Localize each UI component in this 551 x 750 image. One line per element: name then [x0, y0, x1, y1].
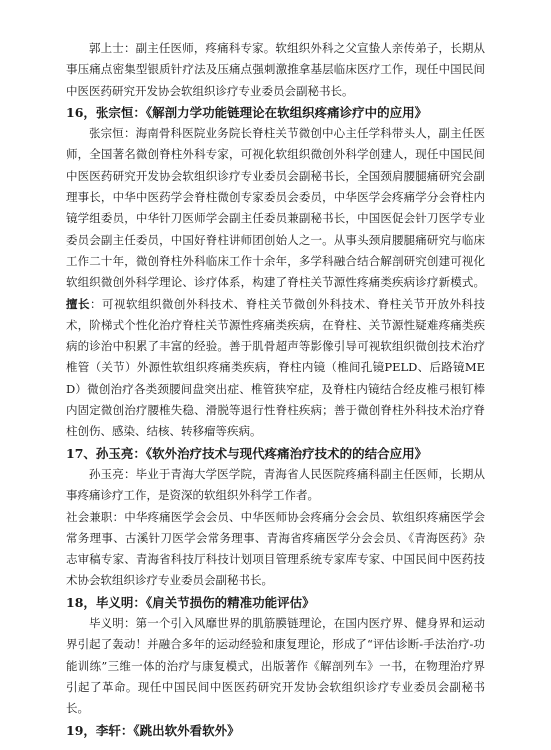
speaker-name: 孙玉亮 [95, 445, 134, 461]
bio-text: 社会兼职：中华疼痛医学会会员、中华医师协会疼痛分会会员、软组织疼痛医学会常务理事、古溪针刀医学会常务理事、青海省疼痛医学分会会员、《青海医药》杂志审稿专家、青海省科技厅科技计划项目管理系统专家库专家、中国民间中医药技术协会软组织诊疗专业委员会副秘书长。 [66, 509, 485, 588]
heading-number: 19， [66, 722, 96, 738]
bio-paragraph-guo [66, 38, 485, 102]
speaker-name: 张宗恒 [95, 104, 134, 120]
heading-number: 16， [66, 104, 96, 120]
bio-text: 毕义明：第一个引入风靡世界的肌筋膜链理论，在国内医疗界、健身界和运动界引起了轰动！并融合多年的运动经验和康复理论，形成了“评估诊断-手法治疗-功能训练”三维一体的治疗与康复模式，出版著作《解剖列车》一书，在物理治疗界引起了革命。现任中国民间中医医药研究开发协会软组织诊疗专业委员会副秘书长。 [66, 616, 485, 716]
speaker-name: 毕义明 [95, 594, 134, 610]
social-roles-paragraph-sun [66, 507, 485, 592]
bio-text: 孙玉亮：毕业于青海大学医学院，青海省人民医院疼痛科副主任医师，长期从事疼痛诊疗工作，是资深的软组织外科学工作者。 [66, 466, 485, 503]
bio-text: 郭上士：副主任医师，疼痛科专家。软组织外科之父宣蛰人亲传弟子，长期从事压痛点密集型银质针疗法及压痛点强刺激推拿基层临床医疗工作，现任中国民间中医医药研究开发协会软组织诊疗专业委员会副秘书长。 [66, 41, 485, 98]
bio-text-continued: ：可视软组织微创外科技术、脊柱关节微创外科技术、脊柱关节开放外科技术，阶梯式个性化治疗脊柱关节源性疼痛类疾病，在脊柱、关节源性疑难疼痛类疾病的诊治中积累了丰富的经验。善于肌骨超声等影像引导可视软组织微创技术治疗椎管（关节）外源性软组织疼痛类疾病，脊柱内镜（椎间孔镜PELD、后路镜MED）微创治疗各类颈腰间盘突出症、椎管狭窄症，及脊柱内镜结合经皮椎弓根钉棒内固定微创治疗腰椎失稳、滑脱等退行性脊柱疾病；善于微创脊柱外科技术治疗脊柱创伤、感染、结核、转移瘤等疾病。 [66, 296, 486, 439]
talk-title: ：《软外治疗技术与现代疼痛治疗技术的的结合应用》 [133, 445, 428, 461]
bio-paragraph-zhang [66, 123, 485, 442]
speaker-heading-18 [66, 592, 485, 613]
bio-bold-label: 擅长 [66, 296, 90, 311]
talk-title: ：《解剖力学功能链理论在软组织疼痛诊疗中的应用》 [133, 104, 428, 120]
bio-paragraph-bi [66, 613, 485, 719]
talk-title: ：《肩关节损伤的精准功能评估》 [133, 594, 315, 610]
speaker-heading-19 [66, 720, 485, 741]
speaker-name: 李轩 [95, 722, 121, 738]
bio-text: 张宗恒：海南骨科医院业务院长脊柱关节微创中心主任学科带头人，副主任医师，全国著名微创脊柱外科专家，可视化软组织微创外科学创建人，现任中国民间中医医药研究开发协会软组织诊疗专业委员会副秘书长，全国颈肩腰腿痛研究会副理事长，中华中医药学会脊柱微创专家委员会委员，中华医学会疼痛学分会脊柱内镜学组委员，中华针刀医师学会副主任委员兼副秘书长，中国医促会针刀医学专业委员会副主任委员，中国好脊柱讲师团创始人之一。从事头颈肩腰腿痛研究与临床工作二十年，微创脊柱外科临床工作十余年，多学科融合结合解剖研究创建可视化软组织微创外科学理论、诊疗体系，构建了脊柱关节源性疼痛类疾病诊疗新模式。 [66, 126, 485, 290]
speaker-heading-16 [66, 102, 485, 123]
heading-number: 18， [66, 594, 96, 610]
talk-title: ：《跳出软外看软外》 [120, 722, 240, 738]
bio-paragraph-sun [66, 464, 485, 507]
heading-number: 17、 [66, 445, 96, 461]
speaker-heading-17 [66, 443, 485, 464]
